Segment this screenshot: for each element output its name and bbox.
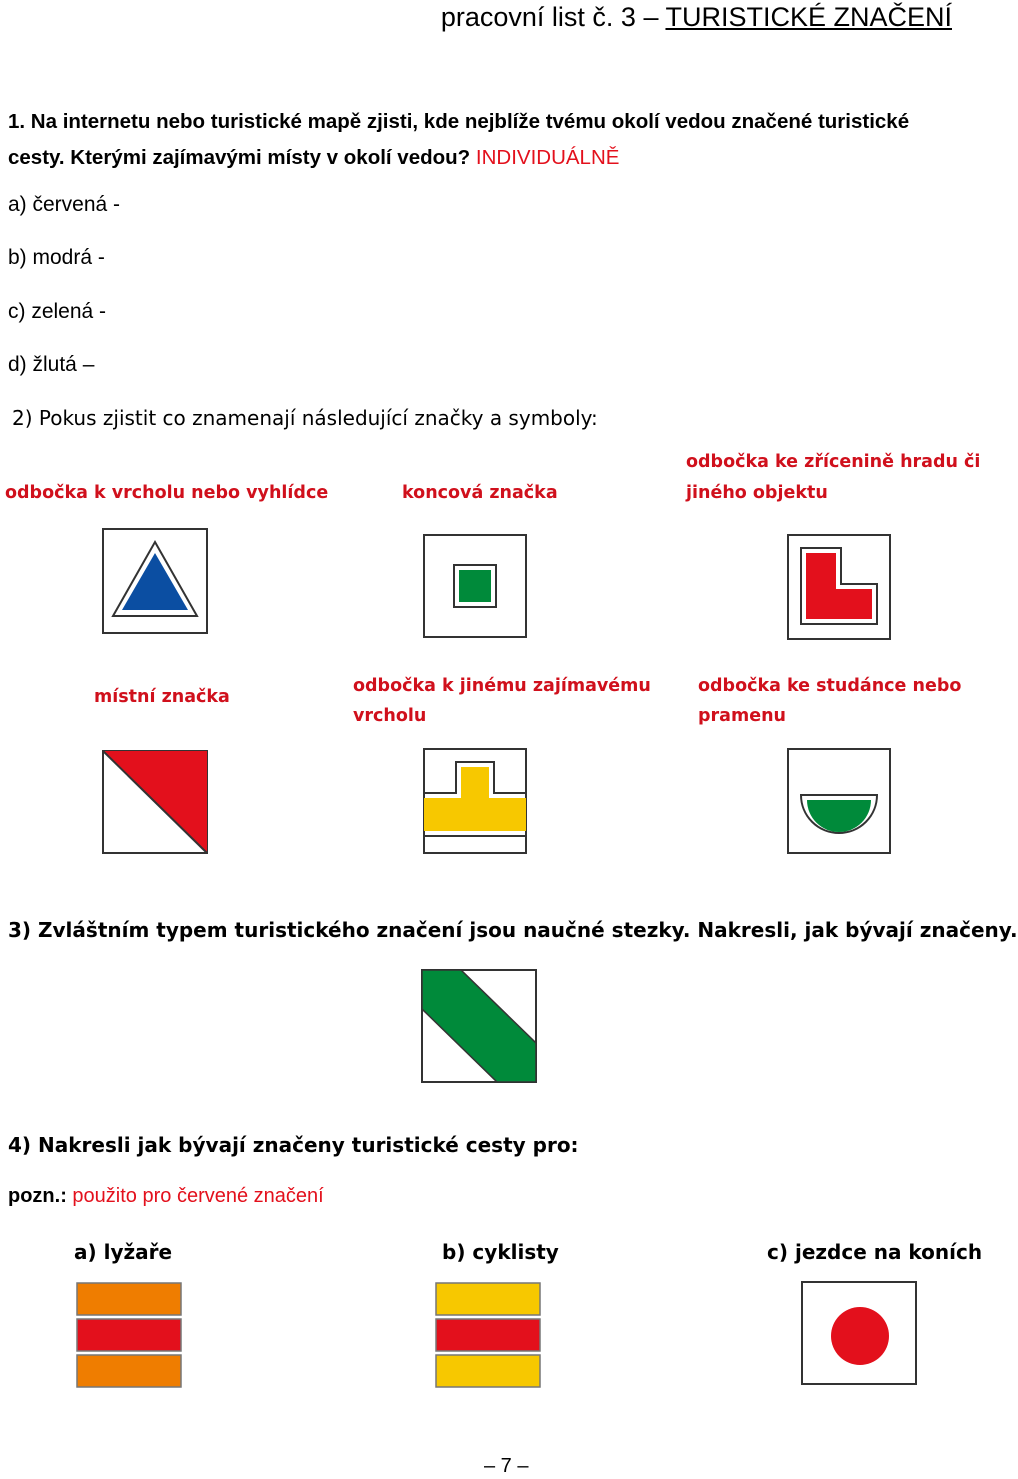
label-other-peak-2: vrcholu [353, 706, 427, 726]
question-2: 2) Pokus zjistit co znamenají následující značky a symboly: [12, 406, 598, 430]
cycle-trail-sign [435, 1282, 541, 1388]
page-number: – 7 – [484, 1455, 529, 1477]
end-mark-sign [423, 534, 527, 638]
title-main: TURISTICKÉ ZNAČENÍ [665, 2, 952, 32]
local-mark-sign [102, 750, 208, 854]
option-cyclists: b) cyklisty [442, 1240, 559, 1264]
ruin-branch-sign [787, 534, 891, 640]
trail-item-green: c) zelená - [8, 300, 107, 323]
trail-item-red: a) červená - [8, 193, 121, 216]
trail-item-blue: b) modrá - [8, 246, 105, 269]
other-peak-sign [423, 748, 527, 854]
ski-trail-sign [76, 1282, 182, 1388]
peak-branch-sign [102, 528, 208, 634]
question-1-answer: INDIVIDUÁLNĚ [475, 146, 620, 169]
label-peak-branch: odbočka k vrcholu nebo vyhlídce [5, 483, 329, 503]
label-ruin-branch-2: jiného objektu [686, 483, 828, 503]
question-1 [8, 104, 958, 176]
label-end-mark: koncová značka [402, 483, 558, 503]
option-horse-riders: c) jezdce na koních [767, 1240, 983, 1264]
question-4: 4) Nakresli jak bývají značeny turistické cesty pro: [8, 1133, 579, 1157]
question-1-text: 1. Na internetu nebo turistické mapě zjisti, kde nejblíže tvému okolí vedou značené turistické cesty. Kterými zajímavými místy v okolí vedou? [8, 110, 910, 169]
horse-trail-sign [801, 1281, 917, 1385]
page-title [441, 2, 952, 33]
option-skiers: a) lyžaře [74, 1240, 173, 1264]
label-spring-branch-1: odbočka ke studánce nebo [698, 676, 962, 696]
question-3: 3) Zvláštním typem turistického značení jsou naučné stezky. Nakresli, jak bývají značeny. [8, 918, 1018, 942]
trail-item-yellow: d) žlutá – [8, 353, 95, 376]
label-ruin-branch-1: odbočka ke zřícenině hradu či [686, 452, 981, 472]
spring-branch-sign [787, 748, 891, 854]
note [8, 1185, 324, 1208]
educational-trail-sign [421, 969, 537, 1083]
label-other-peak-1: odbočka k jinému zajímavému [353, 676, 651, 696]
title-prefix: pracovní list č. 3 – [440, 2, 666, 32]
label-local-mark: místní značka [94, 687, 230, 707]
note-text: použito pro červené značení [66, 1185, 324, 1207]
label-spring-branch-2: pramenu [698, 706, 786, 726]
note-label: pozn.: [8, 1185, 67, 1207]
